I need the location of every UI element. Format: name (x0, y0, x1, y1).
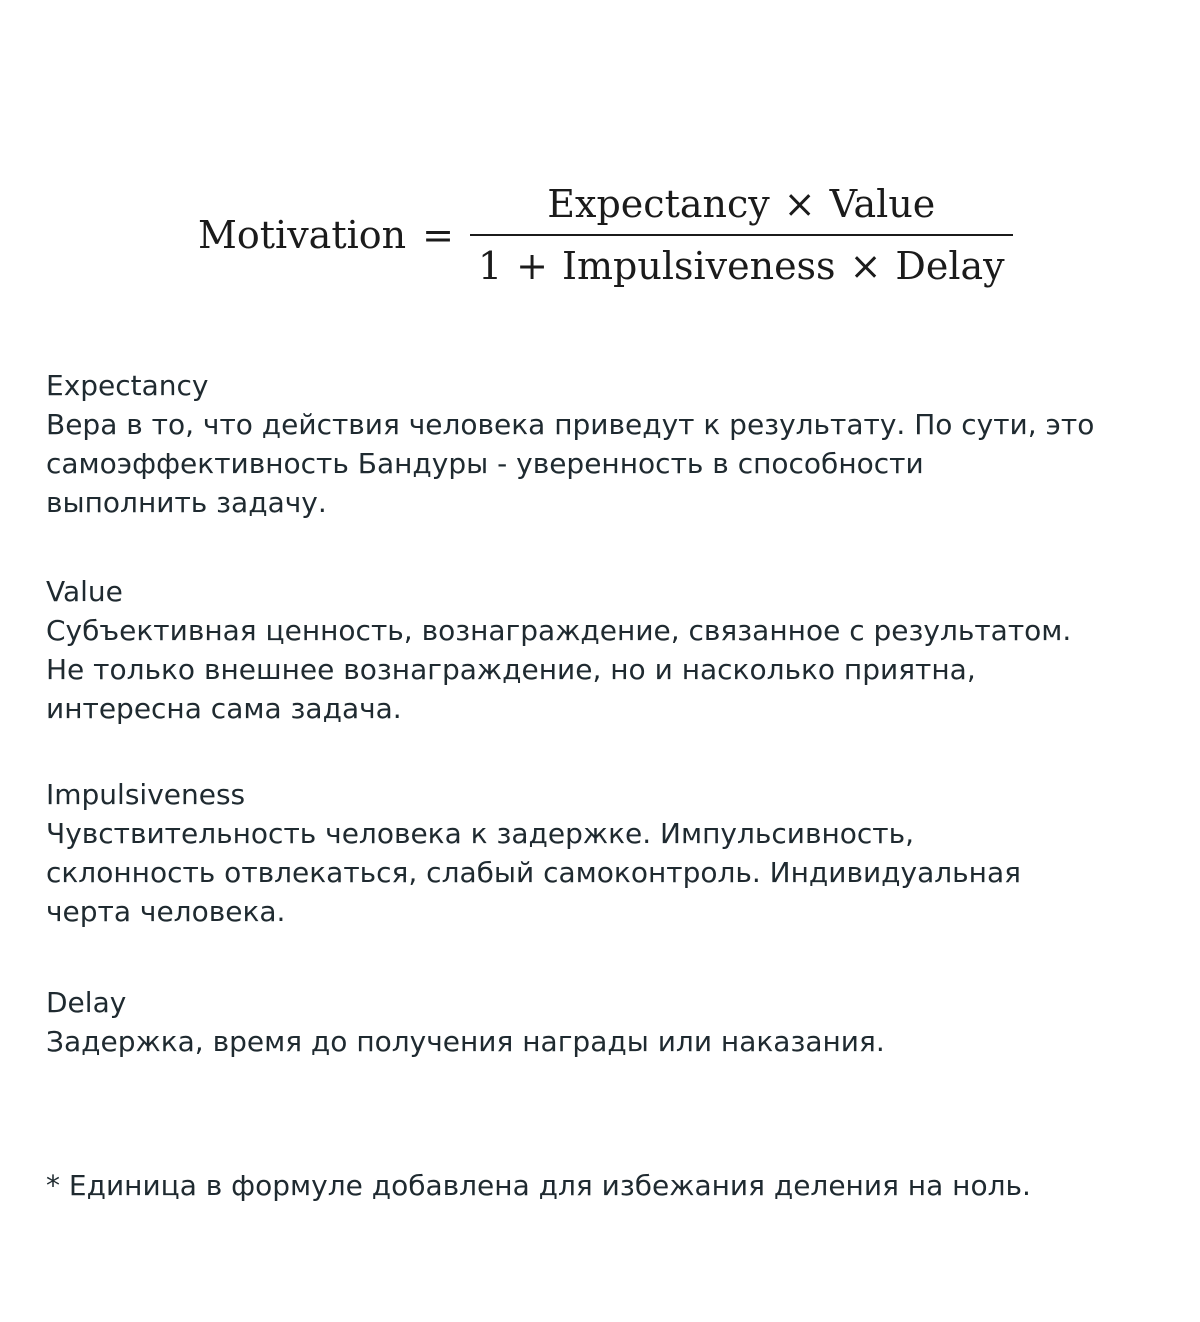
denominator-times: × (849, 244, 882, 288)
term-description (46, 405, 1156, 522)
description-line: склонность отвлекаться, слабый самоконтроль. Индивидуальная (46, 856, 1021, 889)
denominator-impulsiveness: Impulsiveness (561, 244, 836, 288)
section-expectancy (46, 366, 1156, 522)
denominator-plus: + (516, 244, 548, 288)
description-line: Чувствительность человека к задержке. Импульсивность, (46, 817, 915, 850)
description-line: интересна сама задача. (46, 692, 402, 725)
term-description (46, 814, 1156, 931)
description-line: Задержка, время до получения награды или наказания. (46, 1025, 885, 1058)
formula-lhs: Motivation (198, 213, 407, 257)
footnote: * Единица в формуле добавлена для избежания деления на ноль. (46, 1169, 1031, 1202)
term-heading: Impulsiveness (46, 778, 246, 811)
description-line: самоэффективность Бандуры - уверенность в способности (46, 447, 924, 480)
term-description (46, 611, 1156, 728)
formula-fraction (470, 180, 1013, 290)
description-line: Субъективная ценность, вознаграждение, связанное с результатом. (46, 614, 1072, 647)
numerator-expectancy: Expectancy (547, 182, 770, 226)
term-heading: Expectancy (46, 369, 209, 402)
formula-denominator (470, 236, 1013, 290)
description-line: Не только внешнее вознаграждение, но и насколько приятна, (46, 653, 976, 686)
numerator-value: Value (829, 182, 936, 226)
description-line: Вера в то, что действия человека приведут к результату. По сути, это (46, 408, 1095, 441)
term-heading: Delay (46, 986, 127, 1019)
section-impulsiveness (46, 775, 1156, 931)
term-heading: Value (46, 575, 123, 608)
section-value (46, 572, 1156, 728)
denominator-one: 1 (477, 244, 503, 288)
description-line: черта человека. (46, 895, 286, 928)
formula-equals: = (422, 213, 454, 257)
formula-numerator (539, 180, 943, 234)
term-description (46, 1022, 1156, 1061)
motivation-formula (198, 180, 1013, 290)
description-line: выполнить задачу. (46, 486, 327, 519)
section-delay (46, 983, 1156, 1061)
denominator-delay: Delay (895, 244, 1005, 288)
numerator-times: × (783, 182, 816, 226)
